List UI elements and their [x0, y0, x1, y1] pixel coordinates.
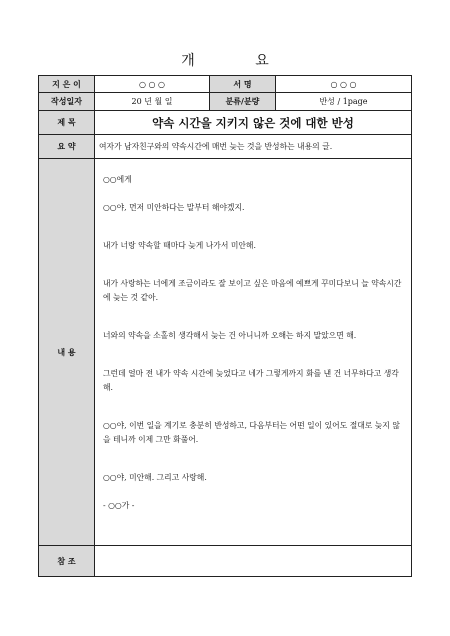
- content-row: [39, 159, 412, 546]
- author-value: ○ ○ ○: [95, 76, 210, 93]
- content-paragraph: ○○야, 이번 일을 계기로 충분히 반성하고, 다음부터는 어떤 일이 있어도 절대로 늦지 않을 테니까 이제 그만 화풀어.: [103, 421, 400, 444]
- subject-label: 제 목: [39, 111, 95, 135]
- content-paragraph: 내가 너랑 약속할 때마다 늦게 나가서 미안해.: [103, 241, 256, 250]
- subject-value: 약속 시간을 지키지 않은 것에 대한 반성: [95, 111, 412, 135]
- summary-label: 요 약: [39, 135, 95, 159]
- date-row: [39, 93, 412, 111]
- date-value: 20 년 월 일: [95, 93, 210, 111]
- content-paragraph: ○○야, 미안해. 그리고 사랑해.: [103, 473, 207, 482]
- author-label: 지 은 이: [39, 76, 95, 93]
- reference-label: 참 조: [39, 546, 95, 577]
- reference-value: [95, 546, 412, 577]
- content-paragraph: 그런데 얼마 전 내가 약속 시간에 늦었다고 네가 그렇게까지 화를 낸 건 너무하다고 생각해.: [103, 369, 399, 392]
- page-title: 개 요: [181, 53, 297, 69]
- sign-label: 서 명: [210, 76, 276, 93]
- summary-row: [39, 135, 412, 159]
- content-signoff: - ○○가 -: [103, 501, 135, 510]
- sign-value: ○ ○ ○: [276, 76, 412, 93]
- author-row: [39, 76, 412, 93]
- date-label: 작성일자: [39, 93, 95, 111]
- content-paragraph: 너와의 약속을 소홀히 생각해서 늦는 건 아니니까 오해는 하지 말았으면 해.: [103, 331, 357, 340]
- content-label: 내 용: [39, 159, 95, 546]
- category-value: 반성 / 1page: [276, 93, 412, 111]
- content-paragraph: 내가 사랑하는 너에게 조금이라도 잘 보이고 싶은 마음에 예쁘게 꾸미다보니 늘 약속시간에 늦는 것 같아.: [103, 279, 402, 302]
- category-label: 분류/분량: [210, 93, 276, 111]
- summary-form-table: [38, 75, 412, 577]
- content-paragraph: ○○에게: [103, 175, 132, 184]
- subject-row: [39, 111, 412, 135]
- content-paragraph: ○○야, 먼저 미안하다는 말부터 해야겠지.: [103, 203, 245, 212]
- reference-row: [39, 546, 412, 577]
- summary-value: 여자가 남자친구와의 약속시간에 매번 늦는 것을 반성하는 내용의 글.: [95, 135, 412, 159]
- content-body: [95, 159, 412, 546]
